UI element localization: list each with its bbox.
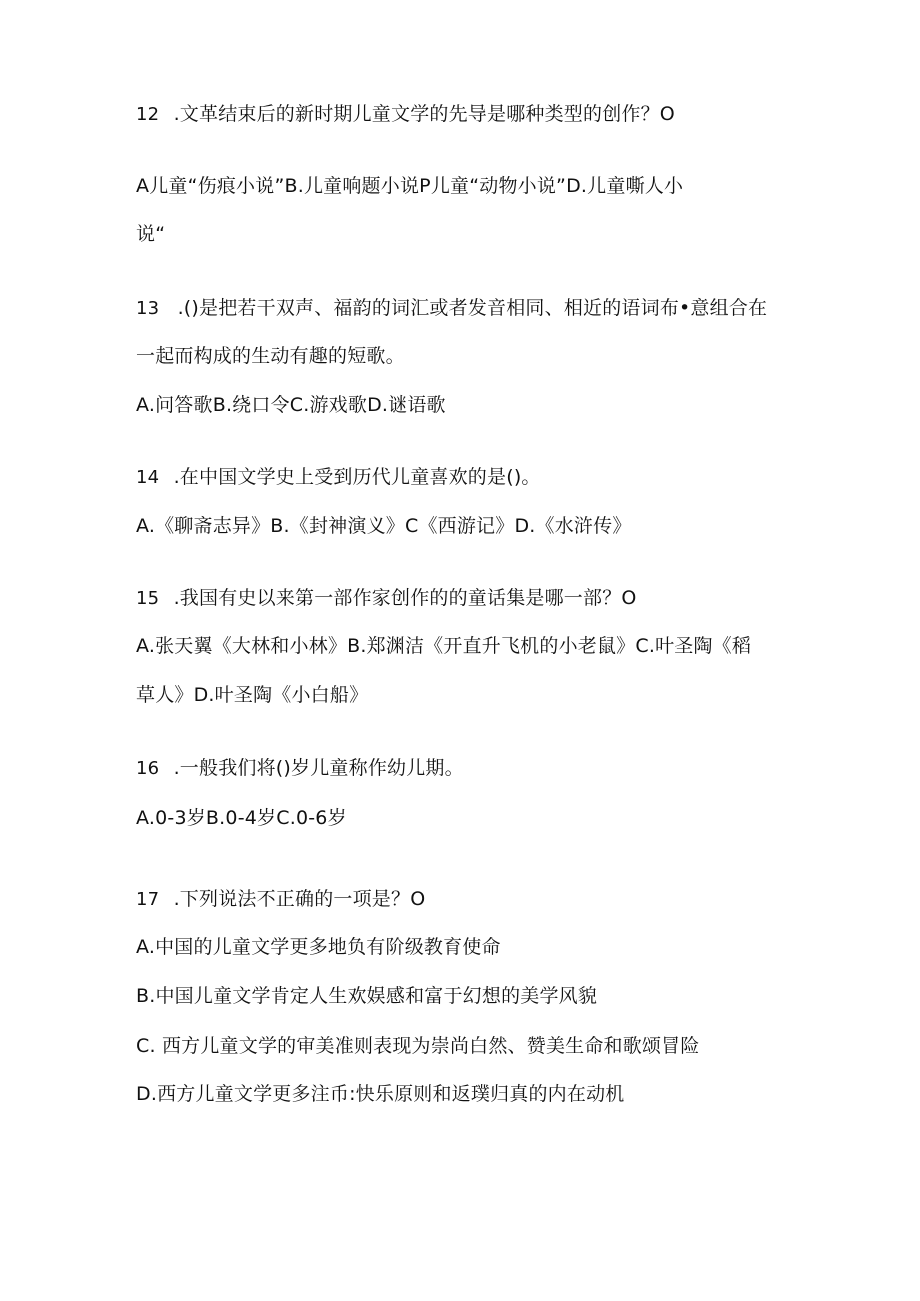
question-text: .在中国文学史上受到历代儿童喜欢的是()。 [173, 466, 541, 488]
question-14-stem [136, 465, 541, 490]
question-number: 16 [136, 758, 160, 779]
question-12-stem [136, 102, 675, 127]
question-15-stem [136, 586, 637, 611]
question-text: .我国有史以来第一部作家创作的的童话集是哪一部？O [173, 587, 637, 609]
question-15-options-line-1: A.张天翼《大林和小林》B.郑渊洁《开直升飞机的小老鼠》C.叶圣陶《稻 [136, 635, 752, 657]
question-12-options-line-1: A儿童“伤痕小说”B.儿童响题小说P儿童“动物小说”D.儿童嘶人小 [136, 175, 684, 197]
question-text: .文革结束后的新时期儿童文学的先导是哪种类型的创作？O [173, 103, 675, 125]
question-13-options-line-1: A.问答歌B.绕口令C.游戏歌D.谜语歌 [136, 394, 446, 416]
question-text: .下列说法不正确的一项是？O [173, 888, 426, 910]
question-17-option-c: C. 西方儿童文学的审美准则表现为崇尚白然、赞美生命和歌颂冒险 [136, 1035, 700, 1057]
question-15-options-line-2: 草人》D.叶圣陶《小白船》 [136, 684, 369, 706]
question-13-stem [136, 296, 767, 321]
question-12-options-line-2: 说“ [136, 223, 166, 245]
question-number: 12 [136, 104, 160, 125]
question-14-options-line-1: A.《聊斋志异》B.《封神演义》C《西游记》D.《水浒传》 [136, 515, 632, 537]
question-number: 14 [136, 467, 160, 488]
question-17-stem [136, 887, 425, 912]
question-number: 17 [136, 889, 160, 910]
question-16-stem [136, 756, 464, 781]
question-number: 13 [136, 298, 160, 319]
question-13-stem-continued: 一起而构成的生动有趣的短歌。 [136, 345, 405, 367]
question-number: 15 [136, 588, 160, 609]
question-17-option-b: B.中国儿童文学肯定人生欢娱感和富于幻想的美学风貌 [136, 985, 598, 1007]
question-text: .一般我们将()岁儿童称作幼儿期。 [173, 757, 464, 779]
question-17-option-a: A.中国的儿童文学更多地负有阶级教育使命 [136, 936, 501, 958]
question-17-option-d: D.西方儿童文学更多注币:快乐原则和返璞归真的内在动机 [136, 1083, 625, 1105]
question-text: .()是把若干双声、福韵的词汇或者发音相同、相近的语词布•意组合在 [177, 297, 768, 319]
question-16-options-line-1: A.0-3岁B.0-4岁C.0-6岁 [136, 807, 347, 829]
